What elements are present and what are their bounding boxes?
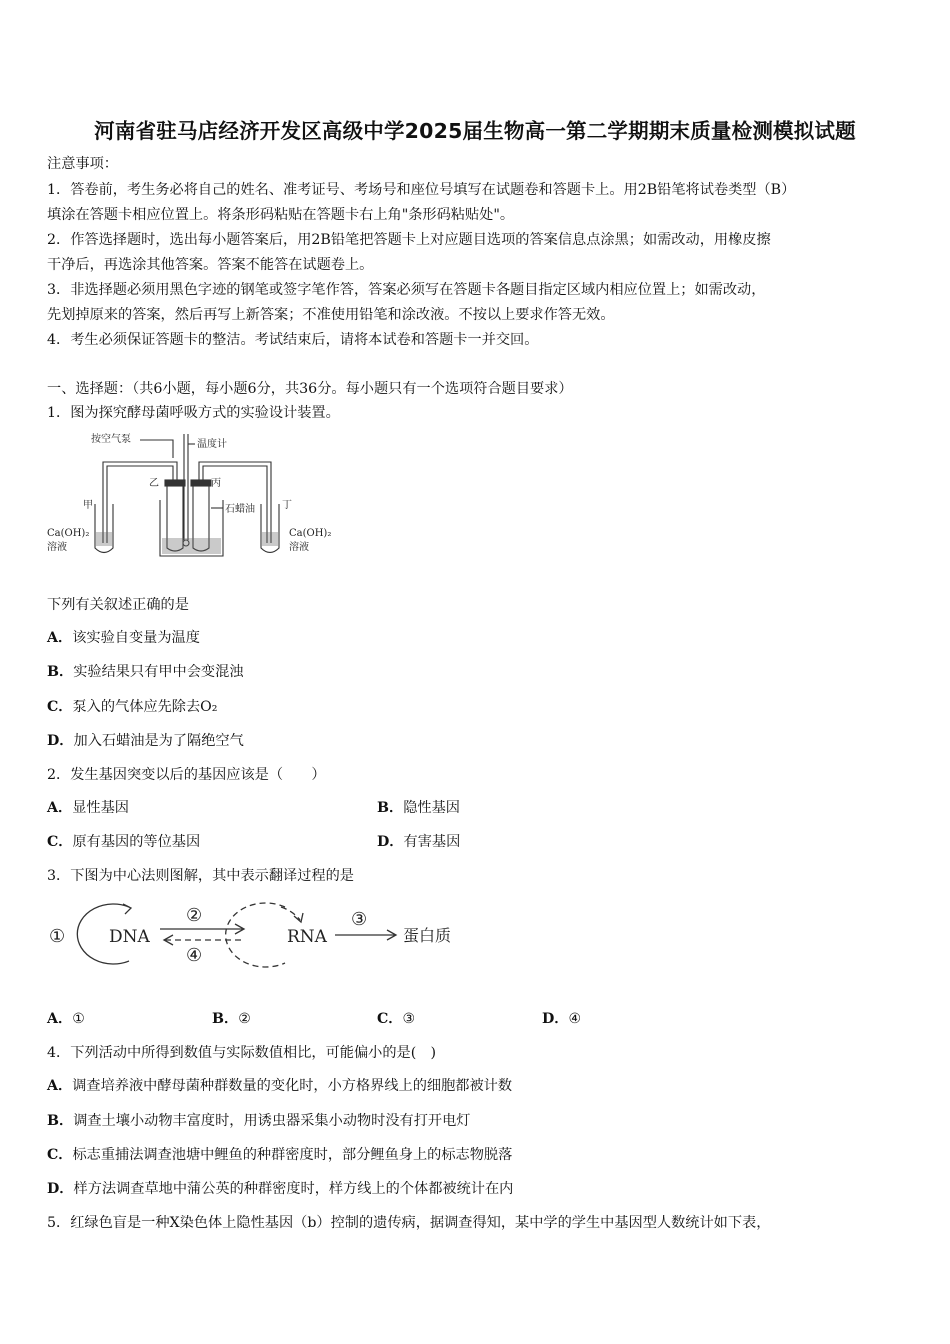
option-letter: C． <box>47 699 73 715</box>
fig3-label-dna: DNA <box>109 927 150 947</box>
fig1-label-paraffin: 石蜡油 <box>225 504 255 515</box>
option-letter: A． <box>47 630 73 646</box>
option-text: ④ <box>568 1011 582 1027</box>
q2-stem: 2．发生基因突变以后的基因应该是（ ） <box>47 767 326 783</box>
option-letter: C． <box>47 834 73 850</box>
fig3-label-2: ② <box>186 905 203 926</box>
option-letter: D． <box>542 1011 569 1027</box>
option-letter: C． <box>377 1011 403 1027</box>
option-letter: B． <box>47 1113 74 1129</box>
notice-line: 3．非选择题必须用黑色字迹的钢笔或签字笔作答，答案必须写在答题卡各题目指定区域内相应位置上；如需改动， <box>47 282 766 298</box>
option-text: ② <box>238 1011 251 1027</box>
q1-option-d[interactable] <box>47 730 244 750</box>
option-letter: B． <box>47 664 74 680</box>
option-letter: B． <box>212 1011 239 1027</box>
option-text: 显性基因 <box>72 800 129 816</box>
notice-heading: 注意事项： <box>47 156 118 172</box>
fig3-label-4: ④ <box>186 945 203 966</box>
fig1-label-jia: 甲 <box>83 500 93 511</box>
option-text: 该实验自变量为温度 <box>72 630 200 646</box>
option-text: ③ <box>402 1011 416 1027</box>
option-text: ① <box>72 1011 85 1027</box>
fig1-label-pump: 按空气泵 <box>91 434 131 445</box>
yeast-apparatus-figure <box>45 428 345 563</box>
fig1-label-ding: 丁 <box>282 500 292 511</box>
fig1-label-thermometer: 温度计 <box>197 439 227 450</box>
option-letter: A． <box>47 800 73 816</box>
section-heading: 一、选择题：（共6小题，每小题6分，共36分。每小题只有一个选项符合题目要求） <box>47 381 573 397</box>
option-text: 调查培养液中酵母菌种群数量的变化时，小方格界线上的细胞都被计数 <box>72 1078 513 1094</box>
q4-stem: 4．下列活动中所得到数值与实际数值相比，可能偏小的是( ) <box>47 1045 436 1061</box>
q4-option-c[interactable] <box>47 1144 512 1164</box>
option-text: 标志重捕法调查池塘中鲤鱼的种群密度时，部分鲤鱼身上的标志物脱落 <box>72 1147 513 1163</box>
option-text: 隐性基因 <box>403 800 460 816</box>
notice-line: 先划掉原来的答案，然后再写上新答案；不准使用铅笔和涂改液。不按以上要求作答无效。 <box>47 307 615 323</box>
q3-stem: 3．下图为中心法则图解，其中表示翻译过程的是 <box>47 868 354 884</box>
option-text: 泵入的气体应先除去O₂ <box>72 699 218 715</box>
q4-option-d[interactable] <box>47 1178 513 1198</box>
fig3-label-3: ③ <box>351 909 368 930</box>
option-letter: B． <box>377 800 404 816</box>
q2-option-d[interactable] <box>377 831 460 851</box>
q1-option-b[interactable] <box>47 661 243 681</box>
fig1-label-caoh-right: Ca(OH)₂ <box>289 528 332 539</box>
q4-option-a[interactable] <box>47 1075 512 1095</box>
central-dogma-figure <box>45 895 475 975</box>
option-text: 调查土壤小动物丰富度时，用诱虫器采集小动物时没有打开电灯 <box>73 1113 471 1129</box>
option-text: 加入石蜡油是为了隔绝空气 <box>73 733 244 749</box>
q2-option-b[interactable] <box>377 797 460 817</box>
fig3-label-1: ① <box>49 926 66 947</box>
option-letter: C． <box>47 1147 73 1163</box>
q2-option-a[interactable] <box>47 797 129 817</box>
option-letter: A． <box>47 1011 73 1027</box>
fig1-label-bing: 丙 <box>211 478 221 489</box>
q4-option-b[interactable] <box>47 1110 470 1130</box>
fig1-label-solution-left: 溶液 <box>47 542 67 553</box>
option-text: 样方法调查草地中蒲公英的种群密度时，样方线上的个体都被统计在内 <box>73 1181 514 1197</box>
q1-stem: 1．图为探究酵母菌呼吸方式的实验设计装置。 <box>47 405 340 421</box>
q3-option-a[interactable] <box>47 1008 85 1028</box>
notice-line: 填涂在答题卡相应位置上。将条形码粘贴在答题卡右上角"条形码粘贴处"。 <box>47 207 515 223</box>
fig3-label-rna: RNA <box>287 927 327 947</box>
option-letter: A． <box>47 1078 73 1094</box>
option-letter: D． <box>47 733 74 749</box>
q1-option-c[interactable] <box>47 696 218 716</box>
notice-line: 干净后，再选涂其他答案。答案不能答在试题卷上。 <box>47 257 374 273</box>
page-title: 河南省驻马店经济开发区高级中学2025届生物高一第二学期期末质量检测模拟试题 <box>94 119 856 143</box>
option-letter: D． <box>377 834 404 850</box>
q3-option-b[interactable] <box>212 1008 251 1028</box>
option-text: 实验结果只有甲中会变混浊 <box>73 664 244 680</box>
option-text: 有害基因 <box>403 834 461 850</box>
q1-option-a[interactable] <box>47 627 200 647</box>
q1-prompt: 下列有关叙述正确的是 <box>47 597 189 613</box>
q2-option-c[interactable] <box>47 831 200 851</box>
fig1-label-yi: 乙 <box>149 478 159 489</box>
option-letter: D． <box>47 1181 74 1197</box>
notice-line: 1．答卷前，考生务必将自己的姓名、准考证号、考场号和座位号填写在试题卷和答题卡上。用2B铅笔将试卷类型（B） <box>47 182 796 198</box>
q5-stem: 5．红绿色盲是一种X染色体上隐性基因（b）控制的遗传病，据调查得知，某中学的学生中基因型人数统计如下表， <box>47 1215 771 1231</box>
fig1-label-solution-right: 溶液 <box>289 542 309 553</box>
q3-option-d[interactable] <box>542 1008 581 1028</box>
notice-line: 2．作答选择题时，选出每小题答案后，用2B铅笔把答题卡上对应题目选项的答案信息点涂黑；如需改动，用橡皮擦 <box>47 232 771 248</box>
notice-line: 4．考生必须保证答题卡的整洁。考试结束后，请将本试卷和答题卡一并交回。 <box>47 332 539 348</box>
fig1-label-caoh-left: Ca(OH)₂ <box>47 528 90 539</box>
fig3-label-protein: 蛋白质 <box>403 926 452 945</box>
q3-option-c[interactable] <box>377 1008 415 1028</box>
option-text: 原有基因的等位基因 <box>72 834 201 850</box>
